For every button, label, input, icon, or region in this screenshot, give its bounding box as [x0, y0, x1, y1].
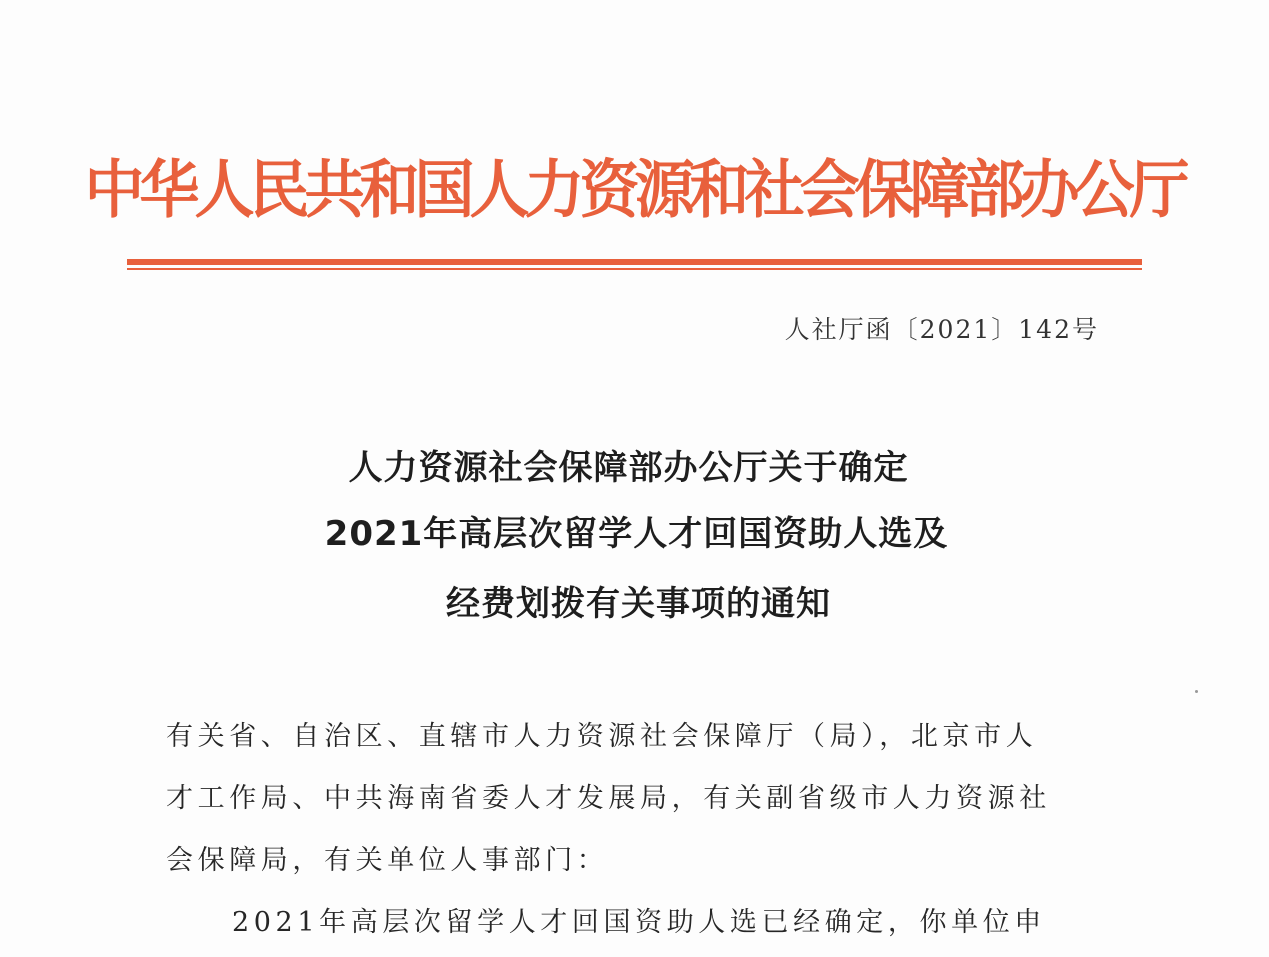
- addressee-line-3: 会保障局，有关单位人事部门：: [166, 845, 609, 876]
- red-separator-line-thin: [127, 268, 1142, 270]
- notice-title-line-1: 人力资源社会保障部办公厅关于确定: [348, 448, 909, 488]
- notice-title-line-3: 经费划拨有关事项的通知: [446, 584, 831, 624]
- body-paragraph-line-1: 2021年高层次留学人才回国资助人选已经确定，你单位申: [232, 907, 1046, 938]
- notice-title-line-2: 2021年高层次留学人才回国资助人选及: [324, 514, 949, 554]
- issuer-header: 中华人民共和国人力资源和社会保障部办公厅: [84, 153, 1185, 227]
- red-separator-line: [127, 259, 1142, 265]
- addressee-line-1: 有关省、自治区、直辖市人力资源社会保障厅（局），北京市人: [166, 721, 1038, 752]
- addressee-line-2: 才工作局、中共海南省委人才发展局，有关副省级市人力资源社: [166, 783, 1051, 814]
- document-number: 人社厅函〔2021〕142号: [784, 315, 1099, 344]
- scan-speck: [1195, 690, 1198, 693]
